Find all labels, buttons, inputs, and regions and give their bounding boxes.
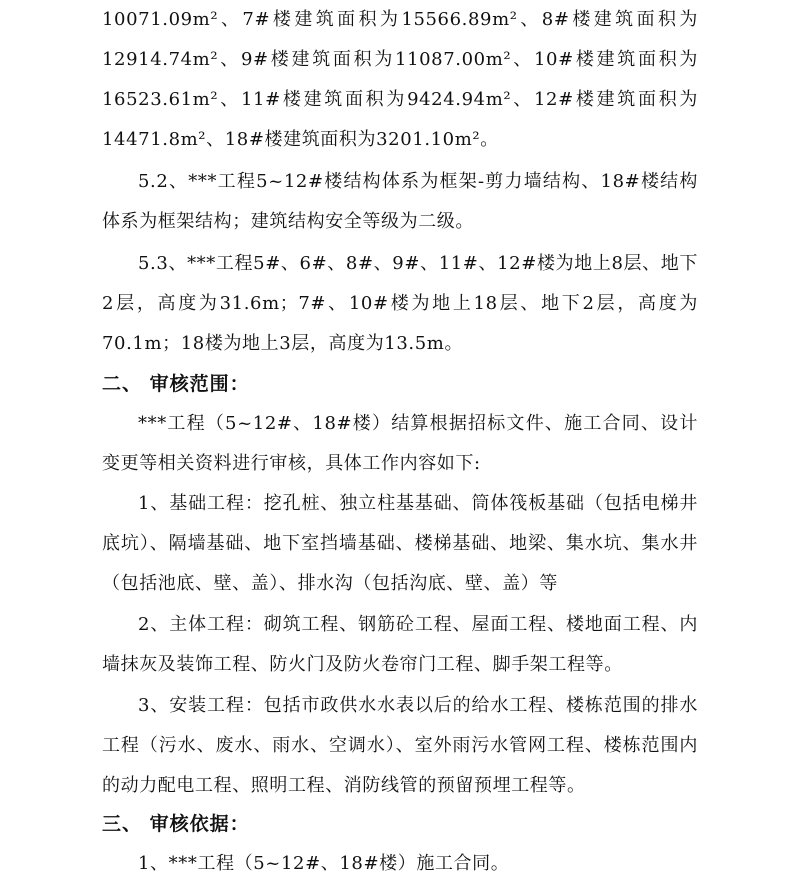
- section-heading-review-scope: 二、 审核范围：: [102, 373, 250, 395]
- paragraph-building-areas: 10071.09m²、7#楼建筑面积为15566.89m²、8#楼建筑面积为12914.74m²、9#楼建筑面积为11087.00m²、10#楼建筑面积为16523.61m²、11#楼建筑面积为9424.94m²、12#楼建筑面积为14471.8m²、18#楼建筑面积为3201.10m²。: [102, 9, 698, 150]
- paragraph-installation-works: 3、安装工程：包括市政供水水表以后的给水工程、楼栋范围的排水工程（污水、废水、雨水、空调水）、室外雨污水管网工程、楼栋范围内的动力配电工程、照明工程、消防线管的预留预埋工程等。: [102, 695, 698, 796]
- paragraph-review-basis-intro: ***工程（5~12#、18#楼）结算根据招标文件、施工合同、设计变更等相关资料进行审核，具体工作内容如下:: [102, 413, 698, 474]
- paragraph-main-works: 2、主体工程：砌筑工程、钢筋砼工程、屋面工程、楼地面工程、内墙抹灰及装饰工程、防火门及防火卷帘门工程、脚手架工程等。: [102, 614, 698, 675]
- paragraph-contract: 1、***工程（5~12#、18#楼）施工合同。: [138, 853, 510, 874]
- section-heading-review-basis: 三、 审核依据：: [102, 813, 250, 835]
- paragraph-foundation-works: 1、基础工程：挖孔桩、独立柱基基础、筒体筏板基础（包括电梯井底坑）、隔墙基础、地下室挡墙基础、楼梯基础、地梁、集水坑、集水井（包括池底、壁、盖）、排水沟（包括沟底、壁、盖）等: [102, 493, 698, 594]
- paragraph-structure-system: 5.2、***工程5~12#楼结构体系为框架-剪力墙结构、18#楼结构体系为框架结构；建筑结构安全等级为二级。: [102, 171, 698, 232]
- paragraph-floors-heights: 5.3、***工程5#、6#、8#、9#、11#、12#楼为地上8层、地下2层，高度为31.6m；7#、10#楼为地上18层、地下2层，高度为70.1m；18楼为地上3层，高度为13.5m。: [102, 253, 698, 354]
